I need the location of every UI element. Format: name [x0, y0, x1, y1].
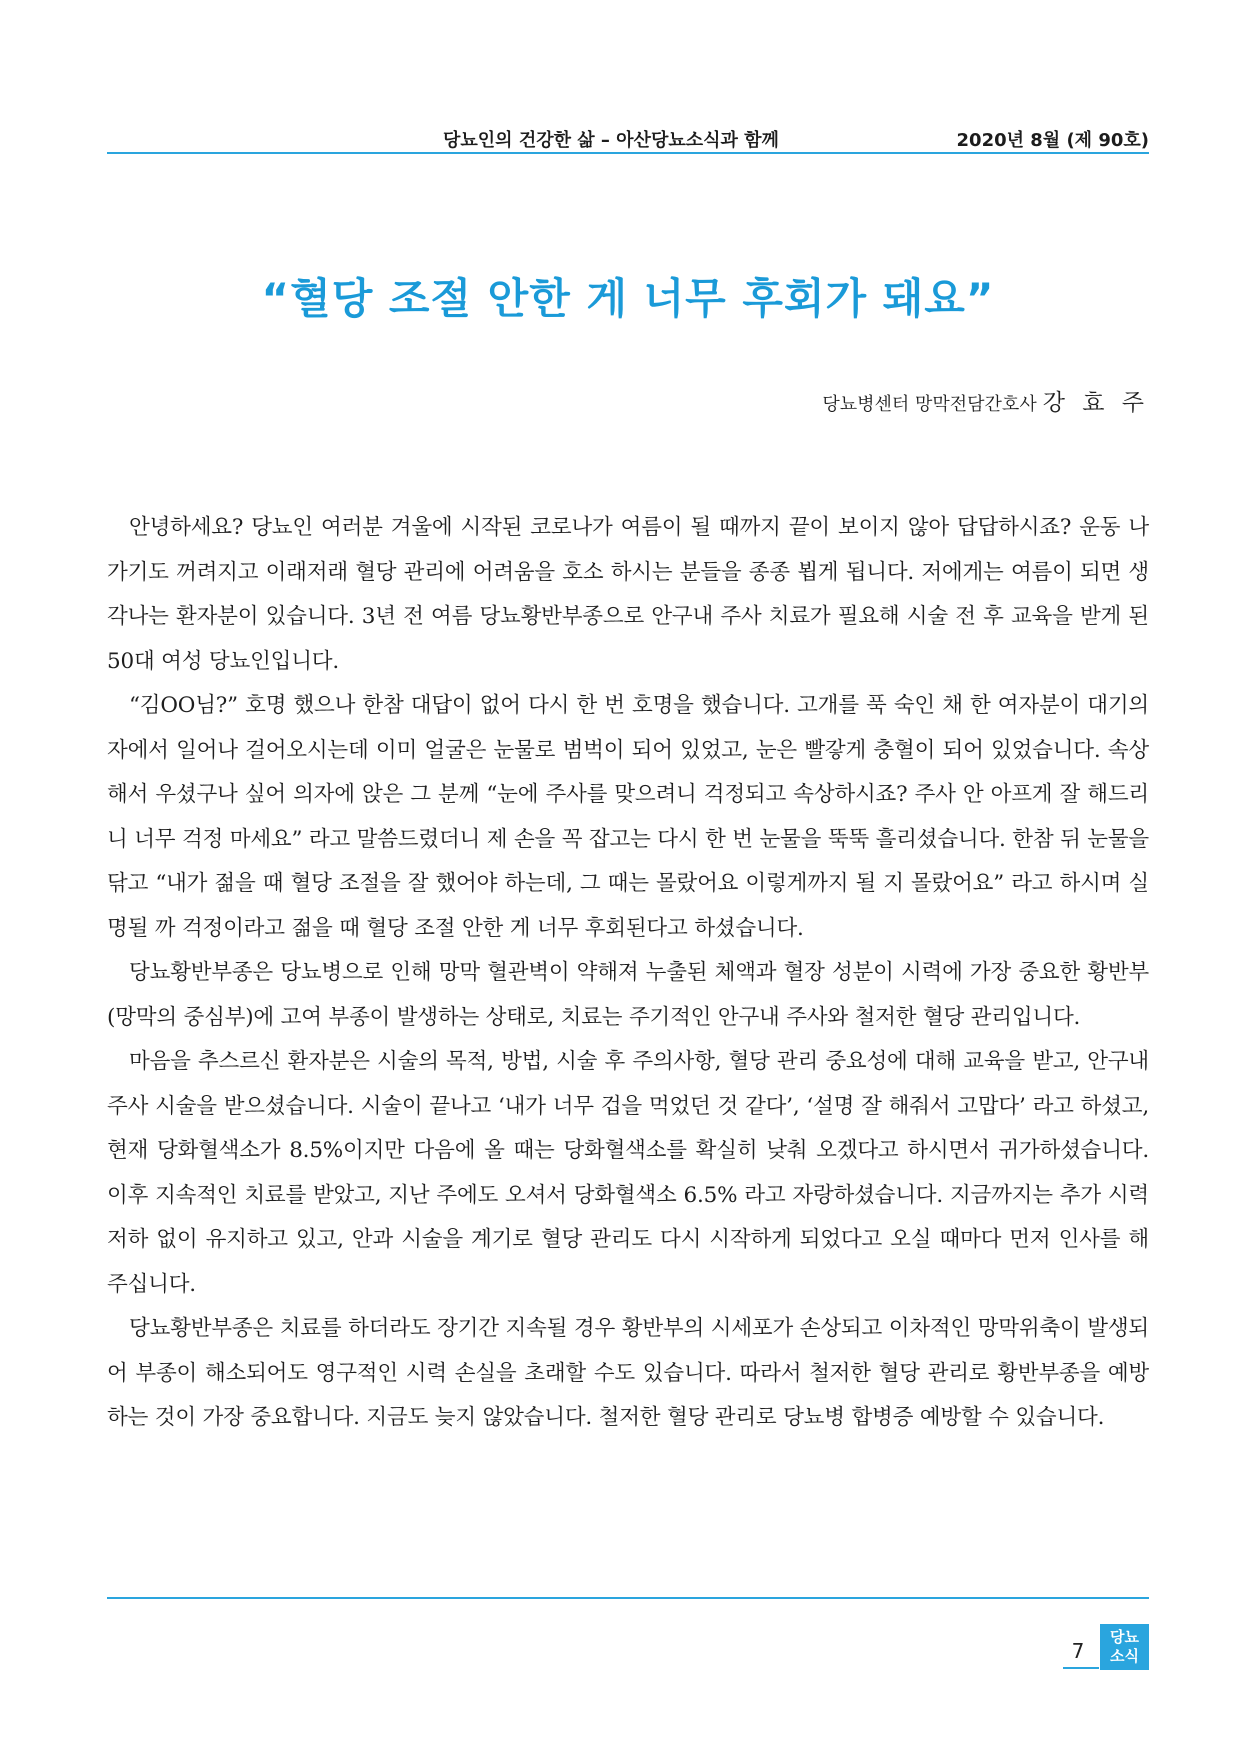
footer-divider [107, 1597, 1149, 1599]
header-divider [107, 152, 1149, 154]
article-title: “혈당 조절 안한 게 너무 후회가 돼요” [261, 274, 995, 324]
author-role: 당뇨병센터 망막전담간호사 [822, 394, 1037, 415]
paragraph-treatment-outcome: 마음을 추스르신 환자분은 시술의 목적, 방법, 시술 후 주의사항, 혈당 관리 중요성에 대해 교육을 받고, 안구내 주사 시술을 받으셨습니다. 시술이 끝나고 ‘내가 너무 겁을 먹었던 것 같다’, ‘설명 잘 해줘서 고맙다’ 라고 하셨고, 현재 당화혈색소가 8.5%이지만 다음에 올 때는 당화혈색소를 확실히 낮춰 오겠다고 하시면서 귀가하셨습니다. 이후 지속적인 치료를 받았고, 지난 주에도 오셔서 당화혈색소 6.5% 라고 자랑하셨습니다. 지금까지는 추가 시력저하 없이 유지하고 있고, 안과 시술을 계기로 혈당 관리도 다시 시작하게 되었다고 오실 때마다 먼저 인사를 해 주십니다. [107, 1049, 1149, 1297]
logo-line-1: 당뇨 [1110, 1628, 1139, 1646]
running-header [107, 120, 1149, 152]
paragraph-condition-explained: 당뇨황반부종은 당뇨병으로 인해 망막 혈관벽이 약해져 누출된 체액과 혈장 성분이 시력에 가장 중요한 황반부(망막의 중심부)에 고여 부종이 발생하는 상태로, 치료는 주기적인 안구내 주사와 철저한 혈당 관리입니다. [107, 960, 1149, 1030]
author-byline [822, 384, 1149, 417]
paragraph-intro: 안녕하세요? 당뇨인 여러분 겨울에 시작된 코로나가 여름이 될 때까지 끝이 보이지 않아 답답하시죠? 운동 나가기도 꺼려지고 이래저래 혈당 관리에 어려움을 호소 하시는 분들을 종종 뵙게 됩니다. 저에게는 여름이 되면 생각나는 환자분이 있습니다. 3년 전 여름 당뇨황반부종으로 안구내 주사 치료가 필요해 시술 전 후 교육을 받게 된 50대 여성 당뇨인입니다. [107, 515, 1149, 674]
article-body [107, 506, 1149, 1441]
author-name: 강 효 주 [1042, 390, 1149, 416]
paragraph-conclusion: 당뇨황반부종은 치료를 하더라도 장기간 지속될 경우 황반부의 시세포가 손상되고 이차적인 망막위축이 발생되어 부종이 해소되어도 영구적인 시력 손실을 초래할 수도 있습니다. 따라서 철저한 혈당 관리로 황반부종을 예방하는 것이 가장 중요합니다. 지금도 늦지 않았습니다. 철저한 혈당 관리로 당뇨병 합병증 예방할 수 있습니다. [107, 1316, 1149, 1430]
publication-name: 당뇨인의 건강한 삶 – 아산당뇨소식과 함께 [443, 130, 779, 151]
page-number-underline [1063, 1667, 1099, 1669]
newsletter-logo [1100, 1624, 1149, 1670]
page-number: 7 [1071, 1639, 1085, 1663]
issue-date: 2020년 8월 (제 90호) [956, 130, 1149, 151]
logo-line-2: 소식 [1110, 1647, 1139, 1665]
paragraph-patient-story: “김OO님?” 호명 했으나 한참 대답이 없어 다시 한 번 호명을 했습니다. 고개를 푹 숙인 채 한 여자분이 대기의자에서 일어나 걸어오시는데 이미 얼굴은 눈물로 범벅이 되어 있었고, 눈은 빨갛게 충혈이 되어 있었습니다. 속상해서 우셨구나 싶어 의자에 앉은 그 분께 “눈에 주사를 맞으려니 걱정되고 속상하시죠? 주사 안 아프게 잘 해드리니 너무 걱정 마세요” 라고 말씀드렸더니 제 손을 꼭 잡고는 다시 한 번 눈물을 뚝뚝 흘리셨습니다. 한참 뒤 눈물을 닦고 “내가 젊을 때 혈당 조절을 잘 했어야 하는데, 그 때는 몰랐어요 이렇게까지 될 지 몰랐어요” 라고 하시며 실명될 까 걱정이라고 젊을 때 혈당 조절 안한 게 너무 후회된다고 하셨습니다. [107, 693, 1149, 941]
